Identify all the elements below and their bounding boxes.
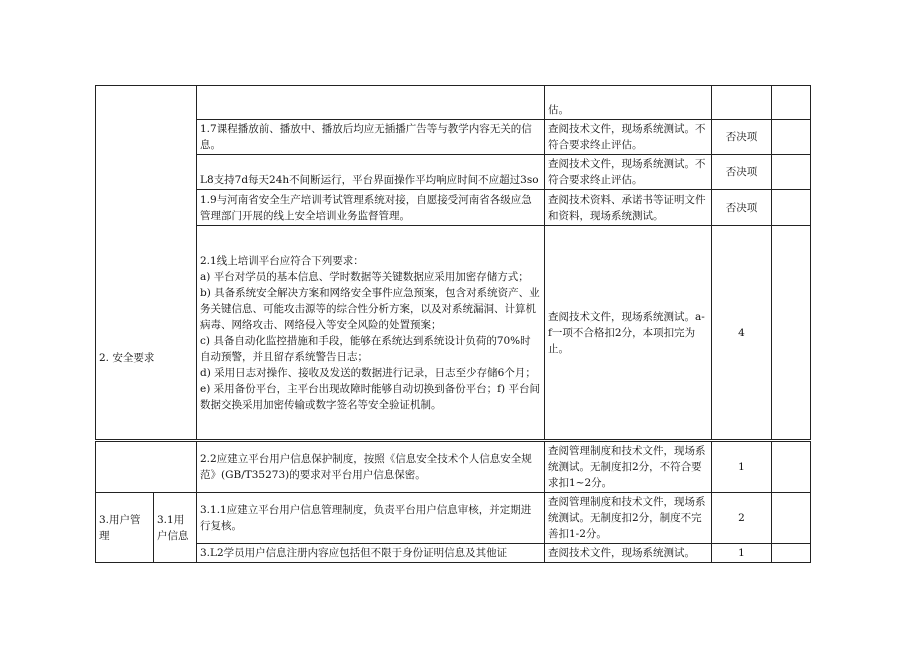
category-continuation-cell bbox=[96, 442, 197, 493]
score-cell bbox=[712, 86, 772, 120]
score-cell: 1 bbox=[712, 442, 772, 493]
table-row bbox=[96, 155, 811, 190]
requirement-line: e) 采用备份平台，主平台出现故障时能够自动切换到备份平台；f) 平台间数据交换采用加密传输或数字签名等安全验证机制。 bbox=[200, 382, 540, 411]
requirement-cell: 2.2应建立平台用户信息保护制度，按照《信息安全技术个人信息安全规范》(GB/T35273)的要求对平台用户信息保密。 bbox=[197, 442, 545, 493]
remark-cell bbox=[772, 493, 811, 544]
requirement-cell: 1.9与河南省安全生产培训考试管理系统对接，自愿接受河南省各级应急管理部门开展的线上安全培训业务监督管理。 bbox=[197, 190, 545, 226]
requirement-cell: 3.L2学员用户信息注册内容应包括但不限于身份证明信息及其他证 bbox=[197, 544, 545, 563]
table-row bbox=[96, 493, 811, 544]
remark-cell bbox=[772, 155, 811, 190]
requirement-line: d) 采用日志对操作、接收及发送的数据进行记录，日志至少存储6个月； bbox=[200, 366, 536, 379]
table-row bbox=[96, 86, 811, 120]
remark-cell bbox=[772, 544, 811, 563]
requirement-cell bbox=[197, 86, 545, 120]
table-row bbox=[96, 120, 811, 155]
score-cell: 4 bbox=[712, 226, 772, 440]
subcategory-cell: 3.1用户信息 bbox=[154, 493, 197, 563]
score-cell: 2 bbox=[712, 493, 772, 544]
requirement-line: 2.1线上培训平台应符合下列要求： bbox=[200, 254, 364, 267]
remark-cell bbox=[772, 190, 811, 226]
requirement-cell: 3.1.1应建立平台用户信息管理制度，负责平台用户信息审核，并定期进行复核。 bbox=[197, 493, 545, 544]
method-cell: 查阅技术文件，现场系统测试。不符合要求终止评估。 bbox=[545, 120, 712, 155]
security-requirement-cell bbox=[197, 226, 545, 440]
table-row bbox=[96, 190, 811, 226]
requirement-cell: 1.7课程播放前、播放中、播放后均应无插播广告等与教学内容无关的信息。 bbox=[197, 120, 545, 155]
evaluation-table bbox=[95, 85, 811, 440]
remark-cell bbox=[772, 226, 811, 440]
requirement-line: a) 平台对学员的基本信息、学时数据等关键数据应采用加密存储方式； bbox=[200, 270, 529, 283]
score-cell: 否决项 bbox=[712, 155, 772, 190]
requirement-line: c) 具备自动化监控措施和手段，能够在系统达到系统设计负荷的70%时自动预警，并且留存系统警告日志； bbox=[200, 334, 531, 363]
remark-cell bbox=[772, 120, 811, 155]
category-cell-empty bbox=[96, 86, 197, 440]
method-cell: 查阅技术资料、承诺书等证明文件和资料，现场系统测试。 bbox=[545, 190, 712, 226]
score-cell: 1 bbox=[712, 544, 772, 563]
table-row bbox=[96, 226, 811, 440]
table-row bbox=[96, 544, 811, 563]
method-cell: 查阅技术文件，现场系统测试。不符合要求终止评估。 bbox=[545, 155, 712, 190]
score-cell: 否决项 bbox=[712, 120, 772, 155]
remark-cell bbox=[772, 442, 811, 493]
method-cell: 查阅管理制度和技术文件，现场系统测试。无制度扣2分，不符合要求扣1~2分。 bbox=[545, 442, 712, 493]
method-cell: 估。 bbox=[545, 86, 712, 120]
method-cell: 查阅管理制度和技术文件，现场系统测试。无制度扣2分，制度不完善扣1-2分。 bbox=[545, 493, 712, 544]
table-row bbox=[96, 442, 811, 493]
requirement-cell: L8支持7d每天24h不间断运行，平台界面操作平均响应时间不应超过3so bbox=[197, 155, 545, 190]
requirement-line: b) 具备系统安全解决方案和网络安全事件应急预案，包含对系统资产、业务关键信息、可能攻击源等的综合性分析方案，以及对系统漏洞、计算机病毒、网络攻击、网络侵入等安全风险的处置预案； bbox=[200, 286, 540, 331]
category-cell: 3.用户管理 bbox=[96, 493, 154, 563]
remark-cell bbox=[772, 86, 811, 120]
security-category-label: 2. 安全要求 bbox=[99, 352, 155, 364]
method-cell: 查阅技术文件，现场系统测试。a-f一项不合格扣2分，本项扣完为止。 bbox=[545, 226, 712, 440]
evaluation-table-lower bbox=[95, 441, 811, 563]
score-cell: 否决项 bbox=[712, 190, 772, 226]
method-cell: 查阅技术文件，现场系统测试。 bbox=[545, 544, 712, 563]
